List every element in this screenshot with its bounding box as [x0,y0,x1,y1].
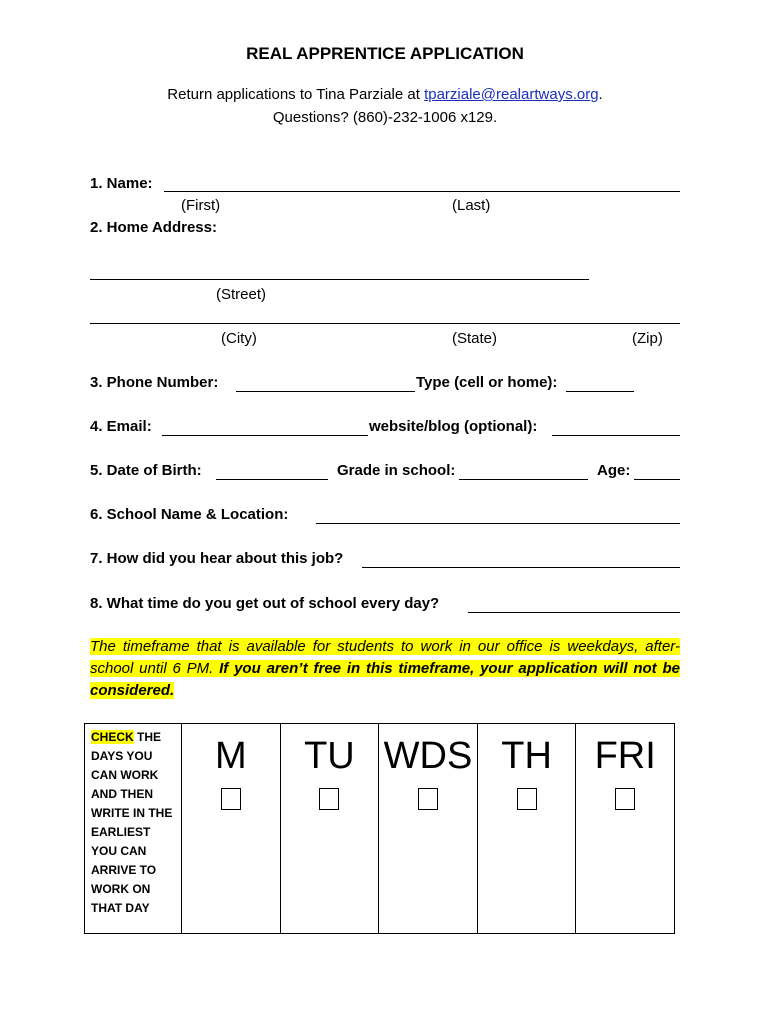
checkbox-tuesday[interactable] [319,788,339,810]
name-field[interactable] [164,191,680,192]
checkbox-wednesday[interactable] [418,788,438,810]
day-label-thursday: TH [501,735,552,777]
dob-field[interactable] [216,479,328,480]
first-label: (First) [181,197,221,214]
phone-type-field[interactable] [566,391,634,392]
day-cell-wednesday[interactable] [379,724,478,934]
day-cell-friday[interactable] [576,724,675,934]
availability-note [90,636,680,702]
day-cell-thursday[interactable] [477,724,576,934]
availability-table [84,723,675,934]
street-field[interactable] [90,279,589,280]
name-label: 1. Name: [90,175,153,192]
day-label-wednesday: WDS [383,735,473,777]
website-field[interactable] [552,435,680,436]
home-address-label: 2. Home Address: [90,219,217,236]
phone-label: 3. Phone Number: [90,374,219,391]
day-label-friday: FRI [594,735,656,777]
email-field[interactable] [162,435,368,436]
return-instructions [0,86,770,103]
day-cell-monday[interactable] [182,724,281,934]
check-highlight: CHECK [91,730,134,744]
age-field[interactable] [634,479,680,480]
street-label: (Street) [216,286,267,303]
checkbox-thursday[interactable] [517,788,537,810]
email-link[interactable]: tparziale@realartways.org [424,86,599,103]
city-label: (City) [221,330,257,347]
city-state-zip-field[interactable] [90,323,680,324]
zip-label: (Zip) [632,330,663,347]
grade-field[interactable] [459,479,588,480]
dismissal-time-field[interactable] [468,612,680,613]
grade-label: Grade in school: [337,462,456,479]
questions-contact: Questions? (860)-232-1006 x129. [272,109,498,126]
phone-type-label: Type (cell or home): [416,374,558,391]
dismissal-time-label: 8. What time do you get out of school every day? [90,595,440,612]
return-suffix: . [598,86,603,103]
availability-warning: If you aren’t free in this timeframe, your application will not be considered. [90,660,680,699]
school-label: 6. School Name & Location: [90,506,289,523]
state-label: (State) [452,330,498,347]
return-prefix: Return applications to Tina Parziale at [167,86,425,103]
day-label-tuesday: TU [304,735,355,777]
email-label: 4. Email: [90,418,152,435]
day-label-monday: M [214,735,247,777]
schedule-instructions-text: THE DAYS YOU CAN WORK AND THEN WRITE IN THE EARLIEST YOU CAN ARRIVE TO WORK ON THAT DAY [91,730,173,915]
school-field[interactable] [316,523,680,524]
website-label: website/blog (optional): [369,418,538,435]
dob-label: 5. Date of Birth: [90,462,202,479]
checkbox-monday[interactable] [221,788,241,810]
checkbox-friday[interactable] [615,788,635,810]
availability-note-text: The timeframe that is available for students to work in our office is weekdays, after-school until 6 PM. [90,638,680,677]
phone-field[interactable] [236,391,415,392]
referral-label: 7. How did you hear about this job? [90,550,344,567]
last-label: (Last) [452,197,491,214]
schedule-instructions [85,724,182,934]
age-label: Age: [597,462,631,479]
day-cell-tuesday[interactable] [280,724,379,934]
referral-field[interactable] [362,567,680,568]
page-title: REAL APPRENTICE APPLICATION [246,44,524,63]
